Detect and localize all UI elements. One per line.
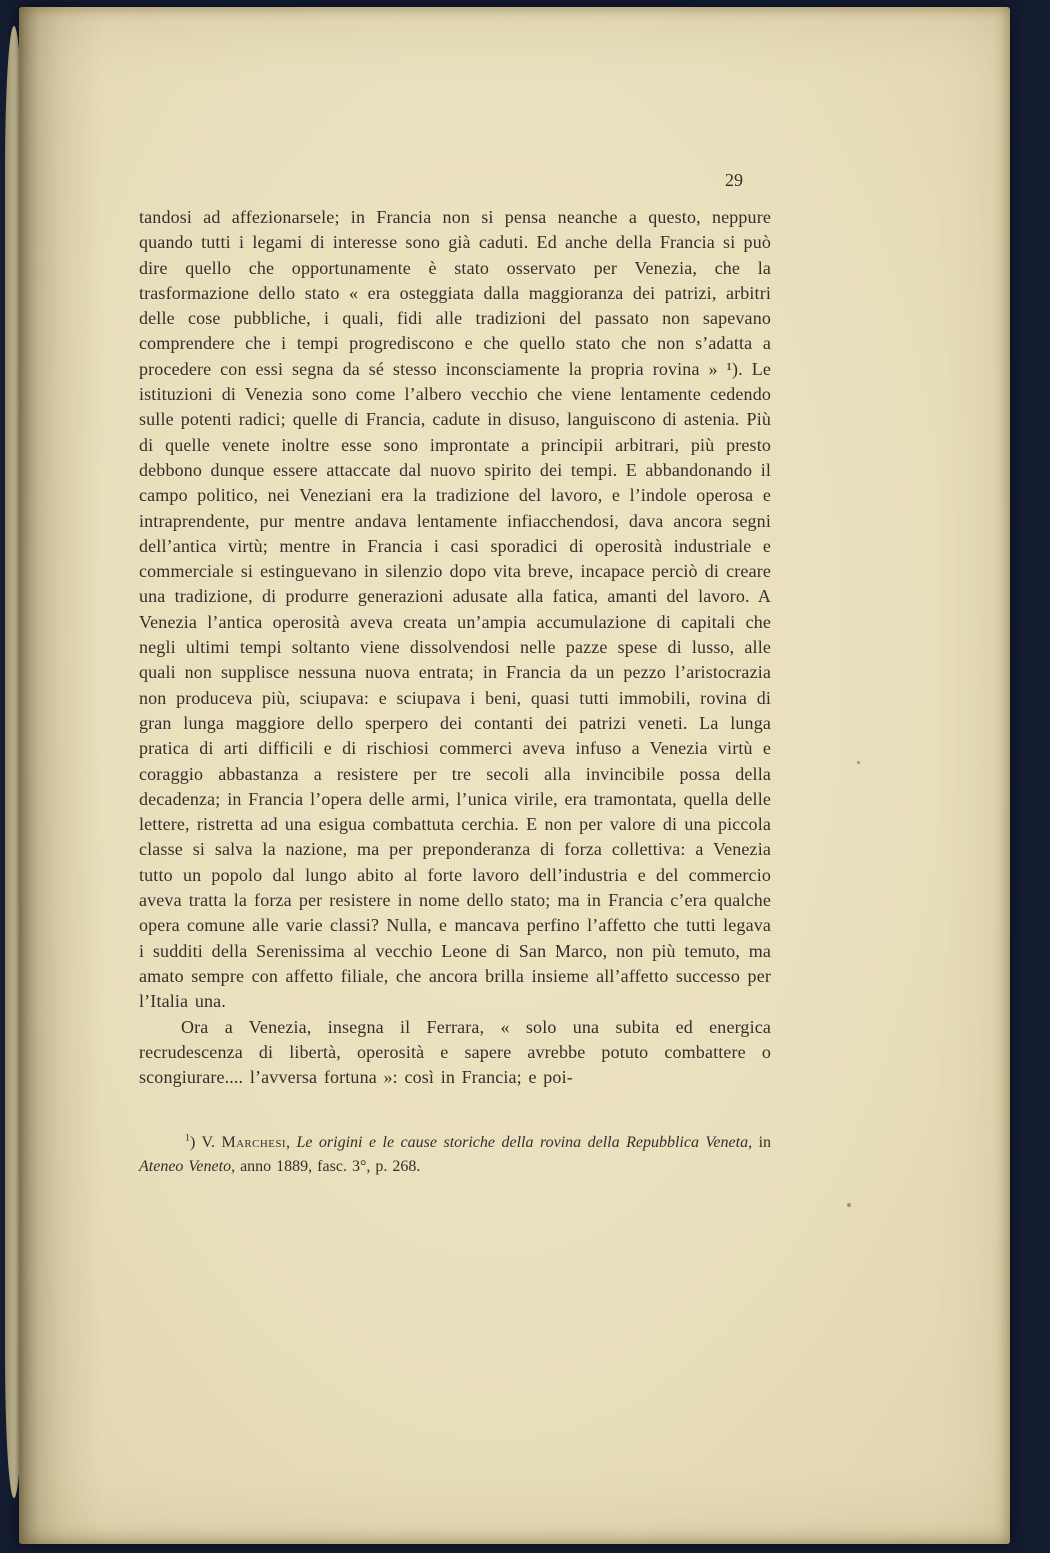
footnote-segment: , in <box>748 1134 772 1152</box>
footnote-segment: ) V. <box>189 1134 222 1152</box>
book-page <box>19 7 1010 1544</box>
scan-speck <box>847 1203 851 1207</box>
body-paragraphs <box>139 205 771 1090</box>
page-text-column <box>139 170 771 1195</box>
footnote-segment: Le origini e le cause storiche della rovina della Repubblica Veneta <box>296 1134 749 1152</box>
footnote-segment: , anno 1889, fasc. 3°, p. 268. <box>231 1158 421 1176</box>
footnote <box>139 1131 771 1179</box>
footnote-segment: Marchesi <box>221 1134 286 1152</box>
scan-speck <box>857 761 860 764</box>
page-number: 29 <box>725 170 743 190</box>
paragraph: tandosi ad affezionarsele; in Francia non si pensa neanche a questo, neppure quando tutti i legami di interesse sono già caduti. Ed anche della Francia si può dire quello che opportunamente è stato osservato per Venezia, che la trasformazione dello stato « era osteggiata dalla maggioranza dei patrizi, arbitri delle cose pubbliche, i quali, fidi alle tradizioni del passato non sapevano comprendere che i tempi progrediscono e che quello stato che non s’adatta a procedere con essi segna da sé stesso inconsciamente la propria rovina » ¹). Le istituzioni di Venezia sono come l’albero vecchio che viene lentamente cedendo sulle potenti radici; quelle di Francia, cadute in disuso, languiscono di astenia. Più di quelle venete inoltre esse sono improntate a principii arbitrari, più presto debbono dunque essere attaccate dal nuovo spirito dei tempi. E abbandonando il campo politico, nei Veneziani era la tradizione del lavoro, e l’indole operosa e intraprendente, pur mentre andava lentamente infiacchendosi, dava ancora segni dell’antica virtù; mentre in Francia i casi sporadici di operosità industriale e commerciale si estinguevano in silenzio dopo vita breve, incapace perciò di creare una tradizione, di produrre generazioni adusate alla fatica, amanti del lavoro. A Venezia l’antica operosità aveva creata un’ampia accumulazione di capitali che negli ultimi tempi soltanto viene dissolvendosi nelle pazze spese di lusso, alle quali non supplisce nessuna nuova entrata; in Francia da un pezzo l’aristocrazia non produceva più, sciupava: e sciupava i beni, quasi tutti immobili, rovina di gran lunga maggiore dello sperpero dei contanti dei patrizi veneti. La lunga pratica di arti difficili e di rischiosi commerci aveva infuso a Venezia virtù e coraggio abbastanza a resistere per tre secoli alla invincibile possa della decadenza; in Francia l’opera delle armi, l’unica virile, era tramontata, quella delle lettere, ristretta ad una esigua combattuta cerchia. E non per valore di una piccola classe si salva la nazione, ma per preponderanza di forza collettiva: a Venezia tutto un popolo dal lungo abito al forte lavoro dell’industria e del commercio aveva tratta la forza per resistere in nome dello stato; ma in Francia c’era qualche opera comune alle varie classi? Nulla, e mancava perfino l’affetto che tutti legava i sudditi della Serenissima al vecchio Leone di San Marco, non più temuto, ma amato sempre con affetto filiale, che ancora brilla insieme all’affetto successo per l’Italia una. <box>139 207 771 1012</box>
footnote-segment: Ateneo Veneto <box>139 1158 232 1176</box>
footnote-segment: , <box>285 1134 297 1152</box>
footnote-segment: 1 <box>185 1133 190 1145</box>
paragraph: Ora a Venezia, insegna il Ferrara, « solo una subita ed energica recrudescenza di libertà, operosità e sapere avrebbe potuto combattere o scongiurare.... l’avversa fortuna »: così in Francia; e poi- <box>139 1016 771 1088</box>
binding-gutter-shadow <box>19 7 104 1544</box>
